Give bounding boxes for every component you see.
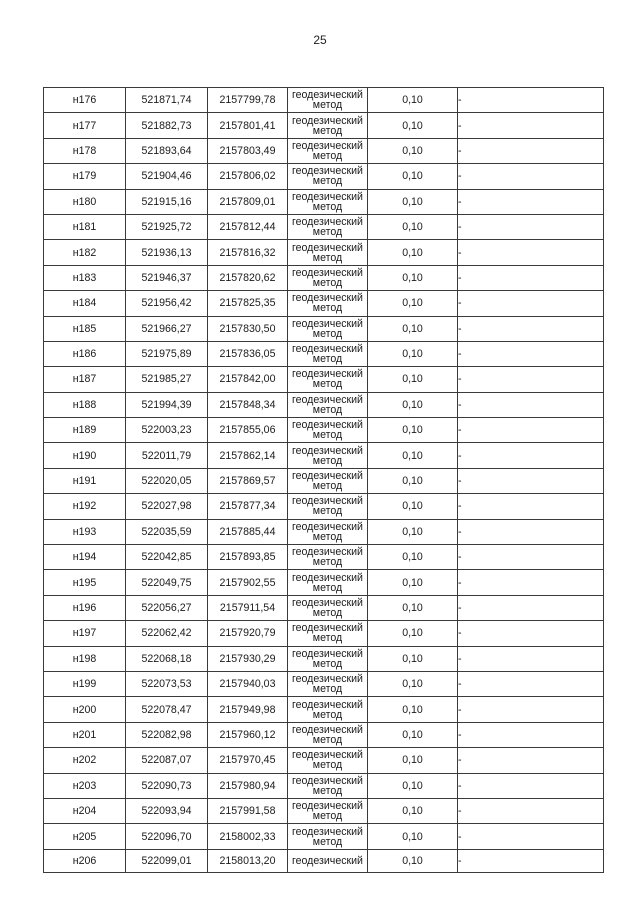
table-row bbox=[44, 494, 604, 519]
x-coordinate-cell: 522096,70 bbox=[126, 824, 208, 849]
point-number-cell: н199 bbox=[44, 671, 126, 696]
method-line-1: геодезический bbox=[292, 165, 363, 178]
method-line-1: геодезический bbox=[292, 393, 363, 406]
method-cell bbox=[288, 773, 368, 798]
point-number-cell: н177 bbox=[44, 113, 126, 138]
method-line-2: метод bbox=[312, 810, 343, 823]
method-line-1: геодезический bbox=[292, 647, 363, 660]
method-cell bbox=[288, 214, 368, 239]
x-coordinate-cell: 522056,27 bbox=[126, 595, 208, 620]
point-number-cell: н205 bbox=[44, 824, 126, 849]
y-coordinate-cell: 2157902,55 bbox=[208, 570, 288, 595]
method-line-1: геодезический bbox=[292, 190, 363, 203]
y-coordinate-cell: 2157869,57 bbox=[208, 468, 288, 493]
method-cell bbox=[288, 824, 368, 849]
method-line-2: метод bbox=[312, 835, 343, 848]
point-number-cell: н197 bbox=[44, 621, 126, 646]
table-row bbox=[44, 545, 604, 570]
y-coordinate-cell: 2157991,58 bbox=[208, 798, 288, 823]
point-number-cell: н187 bbox=[44, 367, 126, 392]
note-cell: - bbox=[458, 214, 604, 239]
accuracy-cell: 0,10 bbox=[368, 164, 458, 189]
y-coordinate-cell: 2157812,44 bbox=[208, 214, 288, 239]
point-number-cell: н191 bbox=[44, 468, 126, 493]
y-coordinate-cell: 2157885,44 bbox=[208, 519, 288, 544]
method-cell bbox=[288, 621, 368, 646]
method-cell bbox=[288, 88, 368, 113]
method-line-2: метод bbox=[312, 124, 343, 137]
y-coordinate-cell: 2158013,20 bbox=[208, 849, 288, 872]
method-cell bbox=[288, 291, 368, 316]
method-line-2: метод bbox=[312, 403, 343, 416]
method-cell bbox=[288, 748, 368, 773]
y-coordinate-cell: 2157920,79 bbox=[208, 621, 288, 646]
y-coordinate-cell: 2158002,33 bbox=[208, 824, 288, 849]
y-coordinate-cell: 2157825,35 bbox=[208, 291, 288, 316]
accuracy-cell: 0,10 bbox=[368, 773, 458, 798]
table-row bbox=[44, 164, 604, 189]
accuracy-cell: 0,10 bbox=[368, 748, 458, 773]
accuracy-cell: 0,10 bbox=[368, 697, 458, 722]
point-number-cell: н194 bbox=[44, 545, 126, 570]
method-cell bbox=[288, 545, 368, 570]
x-coordinate-cell: 521956,42 bbox=[126, 291, 208, 316]
point-number-cell: н179 bbox=[44, 164, 126, 189]
accuracy-cell: 0,10 bbox=[368, 519, 458, 544]
method-line-1: геодезический bbox=[292, 139, 363, 152]
method-line-1: геодезический bbox=[292, 698, 363, 711]
x-coordinate-cell: 522073,53 bbox=[126, 671, 208, 696]
method-cell bbox=[288, 671, 368, 696]
accuracy-cell: 0,10 bbox=[368, 341, 458, 366]
note-cell: - bbox=[458, 595, 604, 620]
note-cell: - bbox=[458, 138, 604, 163]
method-line-1: геодезический bbox=[292, 749, 363, 762]
table-row bbox=[44, 214, 604, 239]
x-coordinate-cell: 522082,98 bbox=[126, 722, 208, 747]
method-line-1: геодезический bbox=[292, 723, 363, 736]
accuracy-cell: 0,10 bbox=[368, 113, 458, 138]
y-coordinate-cell: 2157809,01 bbox=[208, 189, 288, 214]
table-row bbox=[44, 189, 604, 214]
accuracy-cell: 0,10 bbox=[368, 392, 458, 417]
accuracy-cell: 0,10 bbox=[368, 468, 458, 493]
method-cell bbox=[288, 341, 368, 366]
point-number-cell: н201 bbox=[44, 722, 126, 747]
method-line-2: метод bbox=[312, 632, 343, 645]
method-cell bbox=[288, 164, 368, 189]
table-row bbox=[44, 824, 604, 849]
note-cell: - bbox=[458, 443, 604, 468]
note-cell: - bbox=[458, 291, 604, 316]
method-cell bbox=[288, 697, 368, 722]
table-row bbox=[44, 291, 604, 316]
point-number-cell: н206 bbox=[44, 849, 126, 872]
method-line-2: метод bbox=[312, 733, 343, 746]
method-line-2: метод bbox=[312, 454, 343, 467]
x-coordinate-cell: 521871,74 bbox=[126, 88, 208, 113]
y-coordinate-cell: 2157980,94 bbox=[208, 773, 288, 798]
accuracy-cell: 0,10 bbox=[368, 189, 458, 214]
page-number: 25 bbox=[313, 33, 327, 47]
point-number-cell: н186 bbox=[44, 341, 126, 366]
x-coordinate-cell: 522049,75 bbox=[126, 570, 208, 595]
y-coordinate-cell: 2157801,41 bbox=[208, 113, 288, 138]
method-line-2: метод bbox=[312, 683, 343, 696]
method-line-1: геодезический bbox=[292, 495, 363, 508]
y-coordinate-cell: 2157877,34 bbox=[208, 494, 288, 519]
method-line-1: геодезический bbox=[292, 546, 363, 559]
x-coordinate-cell: 522078,47 bbox=[126, 697, 208, 722]
x-coordinate-cell: 522090,73 bbox=[126, 773, 208, 798]
method-line-2: метод bbox=[312, 581, 343, 594]
note-cell: - bbox=[458, 392, 604, 417]
accuracy-cell: 0,10 bbox=[368, 418, 458, 443]
table-row bbox=[44, 697, 604, 722]
y-coordinate-cell: 2157940,03 bbox=[208, 671, 288, 696]
point-number-cell: н182 bbox=[44, 240, 126, 265]
y-coordinate-cell: 2157970,45 bbox=[208, 748, 288, 773]
y-coordinate-cell: 2157830,50 bbox=[208, 316, 288, 341]
accuracy-cell: 0,10 bbox=[368, 646, 458, 671]
method-cell bbox=[288, 849, 368, 872]
accuracy-cell: 0,10 bbox=[368, 240, 458, 265]
method-line-1: геодезический bbox=[292, 673, 363, 686]
note-cell: - bbox=[458, 722, 604, 747]
note-cell: - bbox=[458, 621, 604, 646]
table-row bbox=[44, 316, 604, 341]
note-cell: - bbox=[458, 798, 604, 823]
method-line-2: метод bbox=[312, 556, 343, 569]
method-cell bbox=[288, 646, 368, 671]
coordinates-table-body bbox=[44, 88, 604, 873]
method-line-2: метод bbox=[312, 378, 343, 391]
x-coordinate-cell: 522027,98 bbox=[126, 494, 208, 519]
note-cell: - bbox=[458, 824, 604, 849]
method-line-1: геодезический bbox=[292, 622, 363, 635]
point-number-cell: н184 bbox=[44, 291, 126, 316]
x-coordinate-cell: 522011,79 bbox=[126, 443, 208, 468]
note-cell: - bbox=[458, 671, 604, 696]
x-coordinate-cell: 521893,64 bbox=[126, 138, 208, 163]
note-cell: - bbox=[458, 697, 604, 722]
method-line-2: метод bbox=[312, 607, 343, 619]
y-coordinate-cell: 2157911,54 bbox=[208, 595, 288, 620]
x-coordinate-cell: 522062,42 bbox=[126, 621, 208, 646]
method-line-2: метод bbox=[312, 149, 343, 162]
method-line-2: метод bbox=[312, 99, 343, 112]
table-row bbox=[44, 748, 604, 773]
accuracy-cell: 0,10 bbox=[368, 849, 458, 872]
note-cell: - bbox=[458, 341, 604, 366]
accuracy-cell: 0,10 bbox=[368, 138, 458, 163]
x-coordinate-cell: 522093,94 bbox=[126, 798, 208, 823]
note-cell: - bbox=[458, 189, 604, 214]
method-cell bbox=[288, 494, 368, 519]
table-row bbox=[44, 621, 604, 646]
table-row bbox=[44, 341, 604, 366]
method-line-2: метод bbox=[312, 480, 343, 493]
x-coordinate-cell: 522035,59 bbox=[126, 519, 208, 544]
method-line-2: метод bbox=[312, 505, 343, 518]
table-row bbox=[44, 773, 604, 798]
point-number-cell: н200 bbox=[44, 697, 126, 722]
table-row bbox=[44, 88, 604, 113]
method-line-1: геодезический bbox=[292, 470, 363, 483]
method-line-1: геодезический bbox=[292, 89, 363, 102]
table-row bbox=[44, 570, 604, 595]
method-line-2: метод bbox=[312, 784, 343, 797]
point-number-cell: н195 bbox=[44, 570, 126, 595]
method-line-1: геодезический bbox=[292, 444, 363, 457]
accuracy-cell: 0,10 bbox=[368, 443, 458, 468]
method-line-2: метод bbox=[312, 327, 343, 340]
method-line-2: метод bbox=[312, 276, 343, 289]
method-line-2: метод bbox=[312, 530, 343, 543]
method-cell bbox=[288, 722, 368, 747]
point-number-cell: н185 bbox=[44, 316, 126, 341]
note-cell: - bbox=[458, 545, 604, 570]
method-line-1: геодезический bbox=[292, 266, 363, 279]
y-coordinate-cell: 2157816,32 bbox=[208, 240, 288, 265]
note-cell: - bbox=[458, 570, 604, 595]
table-row bbox=[44, 849, 604, 872]
y-coordinate-cell: 2157842,00 bbox=[208, 367, 288, 392]
note-cell: - bbox=[458, 418, 604, 443]
method-line-1: геодезический bbox=[292, 520, 363, 533]
accuracy-cell: 0,10 bbox=[368, 798, 458, 823]
note-cell: - bbox=[458, 494, 604, 519]
point-number-cell: н188 bbox=[44, 392, 126, 417]
method-cell bbox=[288, 468, 368, 493]
accuracy-cell: 0,10 bbox=[368, 722, 458, 747]
point-number-cell: н202 bbox=[44, 748, 126, 773]
table-row bbox=[44, 367, 604, 392]
x-coordinate-cell: 521975,89 bbox=[126, 341, 208, 366]
accuracy-cell: 0,10 bbox=[368, 671, 458, 696]
x-coordinate-cell: 521904,46 bbox=[126, 164, 208, 189]
point-number-cell: н189 bbox=[44, 418, 126, 443]
method-line-1: геодезический bbox=[292, 317, 363, 330]
method-cell bbox=[288, 316, 368, 341]
x-coordinate-cell: 521946,37 bbox=[126, 265, 208, 290]
note-cell: - bbox=[458, 316, 604, 341]
accuracy-cell: 0,10 bbox=[368, 367, 458, 392]
table-row bbox=[44, 138, 604, 163]
accuracy-cell: 0,10 bbox=[368, 494, 458, 519]
x-coordinate-cell: 521936,13 bbox=[126, 240, 208, 265]
method-line-2: метод bbox=[312, 302, 343, 315]
method-line-1: геодезический bbox=[292, 114, 363, 127]
point-number-cell: н176 bbox=[44, 88, 126, 113]
x-coordinate-cell: 522020,05 bbox=[126, 468, 208, 493]
note-cell: - bbox=[458, 367, 604, 392]
method-cell bbox=[288, 113, 368, 138]
method-cell bbox=[288, 443, 368, 468]
x-coordinate-cell: 522087,07 bbox=[126, 748, 208, 773]
point-number-cell: н192 bbox=[44, 494, 126, 519]
table-row bbox=[44, 595, 604, 620]
accuracy-cell: 0,10 bbox=[368, 214, 458, 239]
table-row bbox=[44, 392, 604, 417]
point-number-cell: н183 bbox=[44, 265, 126, 290]
point-number-cell: н196 bbox=[44, 595, 126, 620]
method-line-1: геодезический bbox=[292, 343, 363, 356]
x-coordinate-cell: 521925,72 bbox=[126, 214, 208, 239]
method-cell bbox=[288, 418, 368, 443]
note-cell: - bbox=[458, 468, 604, 493]
x-coordinate-cell: 522099,01 bbox=[126, 849, 208, 872]
method-line-2: метод bbox=[312, 226, 343, 239]
table-row bbox=[44, 443, 604, 468]
method-cell bbox=[288, 392, 368, 417]
y-coordinate-cell: 2157949,98 bbox=[208, 697, 288, 722]
x-coordinate-cell: 522068,18 bbox=[126, 646, 208, 671]
accuracy-cell: 0,10 bbox=[368, 291, 458, 316]
table-row bbox=[44, 646, 604, 671]
method-line-1: геодезический bbox=[292, 292, 363, 305]
point-number-cell: н180 bbox=[44, 189, 126, 214]
y-coordinate-cell: 2157806,02 bbox=[208, 164, 288, 189]
x-coordinate-cell: 522003,23 bbox=[126, 418, 208, 443]
point-number-cell: н193 bbox=[44, 519, 126, 544]
method-line-1: геодезический bbox=[292, 241, 363, 254]
accuracy-cell: 0,10 bbox=[368, 265, 458, 290]
accuracy-cell: 0,10 bbox=[368, 316, 458, 341]
note-cell: - bbox=[458, 519, 604, 544]
method-line-2: метод bbox=[312, 429, 343, 442]
accuracy-cell: 0,10 bbox=[368, 621, 458, 646]
accuracy-cell: 0,10 bbox=[368, 545, 458, 570]
note-cell: - bbox=[458, 773, 604, 798]
method-line-1: геодезический bbox=[292, 571, 363, 584]
method-line-2: метод bbox=[312, 353, 343, 366]
accuracy-cell: 0,10 bbox=[368, 570, 458, 595]
x-coordinate-cell: 521994,39 bbox=[126, 392, 208, 417]
note-cell: - bbox=[458, 88, 604, 113]
method-cell bbox=[288, 240, 368, 265]
y-coordinate-cell: 2157930,29 bbox=[208, 646, 288, 671]
method-line-1: геодезический bbox=[292, 800, 363, 813]
method-cell bbox=[288, 519, 368, 544]
accuracy-cell: 0,10 bbox=[368, 824, 458, 849]
table-row bbox=[44, 113, 604, 138]
accuracy-cell: 0,10 bbox=[368, 595, 458, 620]
y-coordinate-cell: 2157848,34 bbox=[208, 392, 288, 417]
note-cell: - bbox=[458, 164, 604, 189]
accuracy-cell: 0,10 bbox=[368, 88, 458, 113]
x-coordinate-cell: 521985,27 bbox=[126, 367, 208, 392]
method-cell bbox=[288, 367, 368, 392]
table-row bbox=[44, 418, 604, 443]
note-cell: - bbox=[458, 646, 604, 671]
method-cell bbox=[288, 189, 368, 214]
y-coordinate-cell: 2157799,78 bbox=[208, 88, 288, 113]
method-cell bbox=[288, 138, 368, 163]
method-line-2: метод bbox=[312, 657, 343, 670]
method-line-2: метод bbox=[312, 759, 343, 772]
method-line-1: геодезический bbox=[292, 825, 363, 838]
y-coordinate-cell: 2157855,06 bbox=[208, 418, 288, 443]
table-row bbox=[44, 798, 604, 823]
method-line-2: метод bbox=[312, 200, 343, 213]
x-coordinate-cell: 521966,27 bbox=[126, 316, 208, 341]
method-line-2: метод bbox=[312, 251, 343, 264]
x-coordinate-cell: 521915,16 bbox=[126, 189, 208, 214]
x-coordinate-cell: 521882,73 bbox=[126, 113, 208, 138]
y-coordinate-cell: 2157836,05 bbox=[208, 341, 288, 366]
point-number-cell: н203 bbox=[44, 773, 126, 798]
method-cell bbox=[288, 265, 368, 290]
note-cell: - bbox=[458, 113, 604, 138]
y-coordinate-cell: 2157893,85 bbox=[208, 545, 288, 570]
method-line-2: метод bbox=[312, 708, 343, 721]
y-coordinate-cell: 2157960,12 bbox=[208, 722, 288, 747]
coordinates-table bbox=[43, 87, 604, 873]
method-line-1: геодезический bbox=[292, 419, 363, 432]
x-coordinate-cell: 522042,85 bbox=[126, 545, 208, 570]
method-line-1: геодезический bbox=[292, 597, 363, 609]
method-line-1: геодезический bbox=[292, 774, 363, 787]
table-row bbox=[44, 265, 604, 290]
point-number-cell: н190 bbox=[44, 443, 126, 468]
point-number-cell: н204 bbox=[44, 798, 126, 823]
y-coordinate-cell: 2157820,62 bbox=[208, 265, 288, 290]
point-number-cell: н178 bbox=[44, 138, 126, 163]
y-coordinate-cell: 2157803,49 bbox=[208, 138, 288, 163]
note-cell: - bbox=[458, 240, 604, 265]
note-cell: - bbox=[458, 748, 604, 773]
method-line-2: метод bbox=[312, 175, 343, 188]
point-number-cell: н181 bbox=[44, 214, 126, 239]
point-number-cell: н198 bbox=[44, 646, 126, 671]
method-line-1: геодезический bbox=[292, 368, 363, 381]
table-row bbox=[44, 468, 604, 493]
method-line-1: геодезический bbox=[292, 854, 363, 867]
table-row bbox=[44, 240, 604, 265]
method-cell bbox=[288, 570, 368, 595]
note-cell: - bbox=[458, 265, 604, 290]
method-cell bbox=[288, 595, 368, 620]
y-coordinate-cell: 2157862,14 bbox=[208, 443, 288, 468]
method-cell bbox=[288, 798, 368, 823]
note-cell: - bbox=[458, 849, 604, 872]
table-row bbox=[44, 722, 604, 747]
table-row bbox=[44, 519, 604, 544]
method-line-1: геодезический bbox=[292, 216, 363, 229]
table-row bbox=[44, 671, 604, 696]
